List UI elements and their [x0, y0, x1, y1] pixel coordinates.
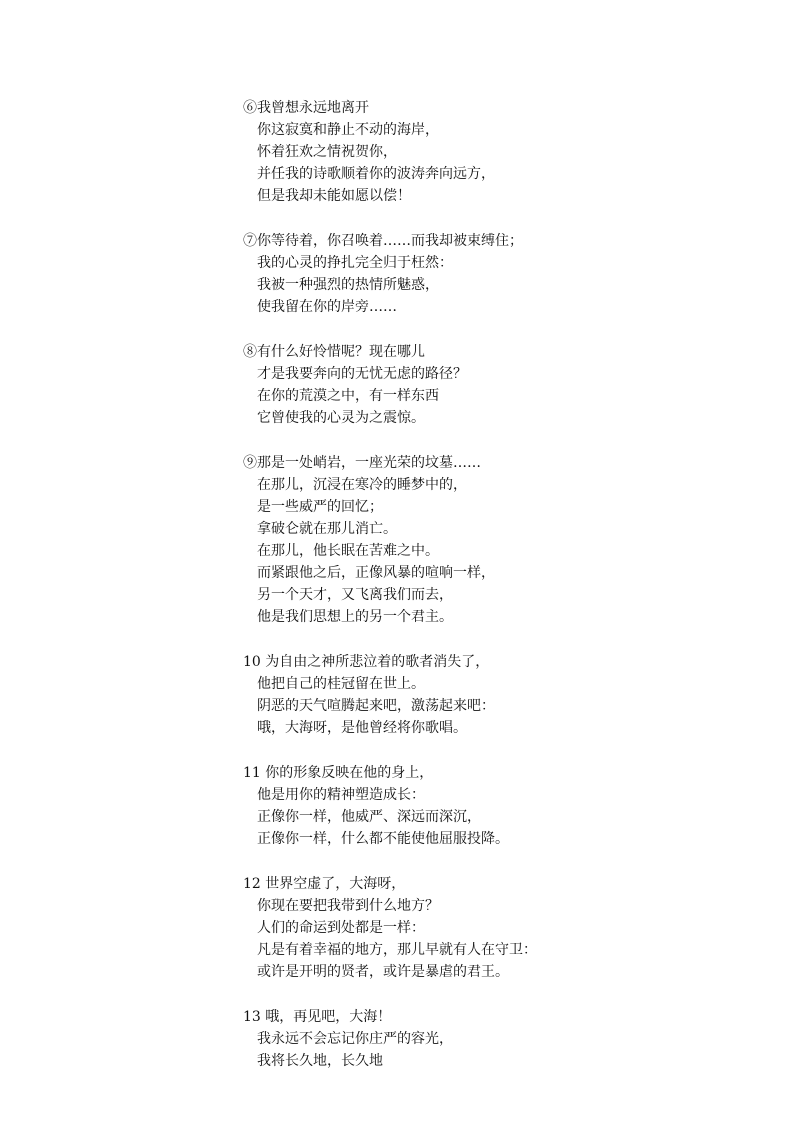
stanza-8-line-4: 它曾使我的心灵为之震惊。 [257, 410, 425, 426]
stanza-12-line-4: 凡是有着幸福的地方，那儿早就有人在守卫： [257, 942, 537, 958]
stanza-6-line-1: ⑥我曾想永远地离开 [243, 100, 369, 116]
poem-page [243, 97, 763, 1095]
stanza-9-line-4: 拿破仑就在那儿消亡。 [257, 521, 397, 537]
stanza-12-line-5: 或许是开明的贤者，或许是暴虐的君王。 [257, 964, 509, 980]
stanza-13-line-3: 我将长久地，长久地 [257, 1053, 383, 1069]
stanza-11-line-1: 11 你的形象反映在他的身上， [243, 765, 434, 781]
stanza-6-line-2: 你这寂寞和静止不动的海岸， [257, 122, 439, 138]
stanza-11-line-3: 正像你一样，他威严、深远而深沉， [257, 809, 481, 825]
stanza-7 [243, 230, 763, 318]
stanza-8-line-1: ⑧有什么好怜惜呢？现在哪儿 [243, 344, 425, 360]
stanza-10 [243, 651, 763, 739]
stanza-6 [243, 97, 763, 207]
stanza-12 [243, 873, 763, 983]
stanza-8-line-2: 才是我要奔向的无忧无虑的路径？ [257, 366, 467, 382]
stanza-9-line-8: 他是我们思想上的另一个君主。 [257, 609, 453, 625]
stanza-9-line-3: 是一些威严的回忆； [257, 499, 383, 515]
stanza-10-line-1: 10 为自由之神所悲泣着的歌者消失了， [243, 654, 490, 670]
stanza-7-line-3: 我被一种强烈的热情所魅惑， [257, 277, 439, 293]
stanza-6-line-5: 但是我却未能如愿以偿！ [257, 188, 411, 204]
stanza-10-line-3: 阴恶的天气喧腾起来吧，激荡起来吧： [257, 698, 495, 714]
stanza-9-line-1: ⑨那是一处峭岩，一座光荣的坟墓…… [243, 455, 481, 471]
stanza-9-line-7: 另一个天才，又飞离我们而去， [257, 587, 453, 603]
stanza-7-line-2: 我的心灵的挣扎完全归于枉然： [257, 255, 453, 271]
stanza-12-line-2: 你现在要把我带到什么地方？ [257, 898, 439, 914]
stanza-10-line-2: 他把自己的桂冠留在世上。 [257, 676, 425, 692]
stanza-9-line-6: 而紧跟他之后，正像风暴的喧响一样， [257, 565, 495, 581]
stanza-9 [243, 452, 763, 628]
stanza-10-line-4: 哦，大海呀，是他曾经将你歌唱。 [257, 720, 467, 736]
stanza-12-line-3: 人们的命运到处都是一样： [257, 920, 425, 936]
stanza-13-line-2: 我永远不会忘记你庄严的容光， [257, 1031, 453, 1047]
stanza-11-line-2: 他是用你的精神塑造成长： [257, 787, 425, 803]
stanza-9-line-2: 在那儿，沉浸在寒冷的睡梦中的， [257, 477, 467, 493]
stanza-7-line-1: ⑦你等待着，你召唤着……而我却被束缚住； [243, 233, 523, 249]
stanza-8-line-3: 在你的荒漠之中，有一样东西 [257, 388, 439, 404]
stanza-7-line-4: 使我留在你的岸旁…… [257, 299, 397, 315]
stanza-12-line-1: 12 世界空虚了，大海呀， [243, 876, 406, 892]
stanza-13 [243, 1006, 763, 1072]
stanza-6-line-4: 并任我的诗歌顺着你的波涛奔向远方， [257, 166, 495, 182]
stanza-11 [243, 762, 763, 850]
stanza-6-line-3: 怀着狂欢之情祝贺你， [257, 144, 397, 160]
stanza-8 [243, 341, 763, 429]
stanza-13-line-1: 13 哦，再见吧，大海！ [243, 1009, 392, 1025]
stanza-9-line-5: 在那儿，他长眠在苦难之中。 [257, 543, 439, 559]
stanza-11-line-4: 正像你一样，什么都不能使他屈服投降。 [257, 831, 509, 847]
